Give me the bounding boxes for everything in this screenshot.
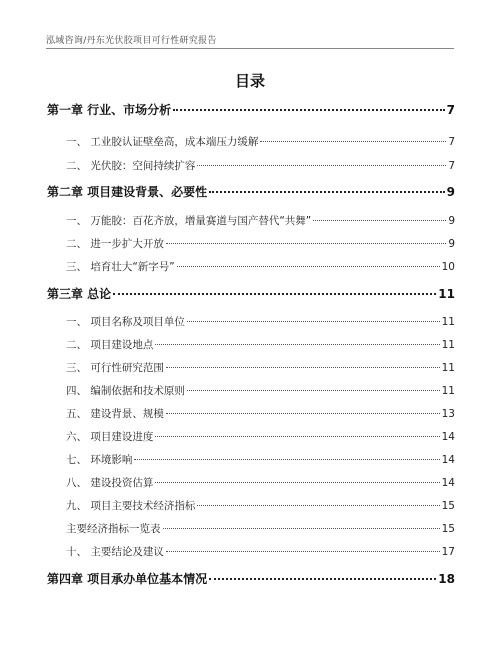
toc-entry-3-8[interactable] xyxy=(66,475,455,490)
header-divider xyxy=(46,48,454,49)
dot-leader xyxy=(166,551,440,552)
toc-entry-label: 二、 光伏胶：空间持续扩容 xyxy=(66,160,196,172)
toc-entry-page: 11 xyxy=(441,339,455,351)
toc-entry-3-6[interactable] xyxy=(66,429,455,444)
running-header: 泓域咨询/丹东光伏胶项目可行性研究报告 xyxy=(46,36,217,46)
toc-entry-page: 9 xyxy=(446,185,455,199)
toc-entry-label: 一、 工业胶认证壁垒高，成本端压力缓解 xyxy=(66,136,259,148)
dot-leader xyxy=(163,528,440,529)
dot-leader xyxy=(173,109,444,111)
dot-leader xyxy=(209,191,444,193)
toc-entry-chapter-4[interactable] xyxy=(47,570,455,587)
toc-entry-3-1[interactable] xyxy=(66,314,455,329)
toc-entry-label: 六、 项目建设进度 xyxy=(66,431,154,443)
toc-entry-page: 7 xyxy=(446,103,455,117)
toc-entry-page: 9 xyxy=(448,238,455,250)
dot-leader xyxy=(197,505,439,506)
toc-entry-page: 11 xyxy=(438,287,455,301)
toc-entry-page: 14 xyxy=(441,477,455,489)
dot-leader xyxy=(166,413,440,414)
dot-leader xyxy=(197,165,446,166)
dot-leader xyxy=(187,321,440,322)
toc-entry-label: 第一章 行业、市场分析 xyxy=(47,103,172,117)
dot-leader xyxy=(155,436,439,437)
toc-entry-label: 一、 项目名称及项目单位 xyxy=(66,316,185,328)
toc-entry-label: 第二章 项目建设背景、必要性 xyxy=(47,185,208,199)
toc-entry-label: 主要经济指标一览表 xyxy=(66,523,161,535)
toc-entry-3-5[interactable] xyxy=(66,406,455,421)
toc-entry-1-2[interactable] xyxy=(66,158,455,173)
dot-leader xyxy=(113,293,436,295)
toc-entry-label: 二、 进一步扩大开放 xyxy=(66,238,164,250)
toc-entry-page: 13 xyxy=(441,408,455,420)
toc-entry-label: 八、 建设投资估算 xyxy=(66,477,154,489)
dot-leader xyxy=(134,459,439,460)
toc-entry-3-10[interactable] xyxy=(66,544,455,559)
toc-entry-2-1[interactable] xyxy=(66,213,455,228)
dot-leader xyxy=(155,344,439,345)
toc-entry-chapter-3[interactable] xyxy=(47,285,455,302)
toc-entry-page: 14 xyxy=(441,431,455,443)
dot-leader xyxy=(260,141,446,142)
dot-leader xyxy=(166,367,440,368)
toc-entry-2-2[interactable] xyxy=(66,236,455,251)
dot-leader xyxy=(313,220,446,221)
toc-entry-chapter-1[interactable] xyxy=(47,101,455,118)
toc-entry-label: 七、 环境影响 xyxy=(66,454,133,466)
toc-entry-page: 15 xyxy=(441,500,455,512)
toc-entry-label: 一、 万能胶：百花齐放，增量赛道与国产替代“共舞” xyxy=(66,215,312,227)
toc-entry-page: 7 xyxy=(448,160,455,172)
dot-leader xyxy=(177,266,440,267)
toc-entry-page: 9 xyxy=(448,215,455,227)
toc-entry-page: 15 xyxy=(441,523,455,535)
toc-entry-3-7[interactable] xyxy=(66,452,455,467)
toc-entry-label: 三、 可行性研究范围 xyxy=(66,362,164,374)
dot-leader xyxy=(166,243,446,244)
toc-entry-label: 十、 主要结论及建议 xyxy=(66,546,164,558)
toc-entry-page: 11 xyxy=(441,385,455,397)
toc-entry-2-3[interactable] xyxy=(66,259,455,274)
toc-entry-chapter-2[interactable] xyxy=(47,183,455,200)
toc-entry-page: 14 xyxy=(441,454,455,466)
dot-leader xyxy=(155,482,439,483)
toc-entry-page: 7 xyxy=(448,136,455,148)
toc-entry-page: 17 xyxy=(441,546,455,558)
toc-entry-page: 11 xyxy=(441,362,455,374)
toc-entry-3-4[interactable] xyxy=(66,383,455,398)
toc-entry-label: 四、 编制依据和技术原则 xyxy=(66,385,185,397)
toc-entry-page: 18 xyxy=(438,572,455,586)
toc-entry-label: 二、 项目建设地点 xyxy=(66,339,154,351)
toc-entry-1-1[interactable] xyxy=(66,134,455,149)
toc-entry-label: 五、 建设背景、规模 xyxy=(66,408,164,420)
toc-title: 目录 xyxy=(234,72,265,90)
toc-entry-label: 第四章 项目承办单位基本情况 xyxy=(47,572,208,586)
dot-leader xyxy=(187,390,440,391)
toc-entry-label: 三、 培育壮大“新字号” xyxy=(66,261,175,273)
toc-entry-3-2[interactable] xyxy=(66,337,455,352)
toc-entry-page: 10 xyxy=(441,261,455,273)
toc-entry-page: 11 xyxy=(441,316,455,328)
toc-entry-3-9[interactable] xyxy=(66,498,455,513)
dot-leader xyxy=(209,578,436,580)
toc-entry-label: 第三章 总论 xyxy=(47,287,112,301)
toc-entry-3-3[interactable] xyxy=(66,360,455,375)
toc-entry-label: 九、 项目主要技术经济指标 xyxy=(66,500,196,512)
toc-entry-3-9-table[interactable] xyxy=(66,521,455,536)
